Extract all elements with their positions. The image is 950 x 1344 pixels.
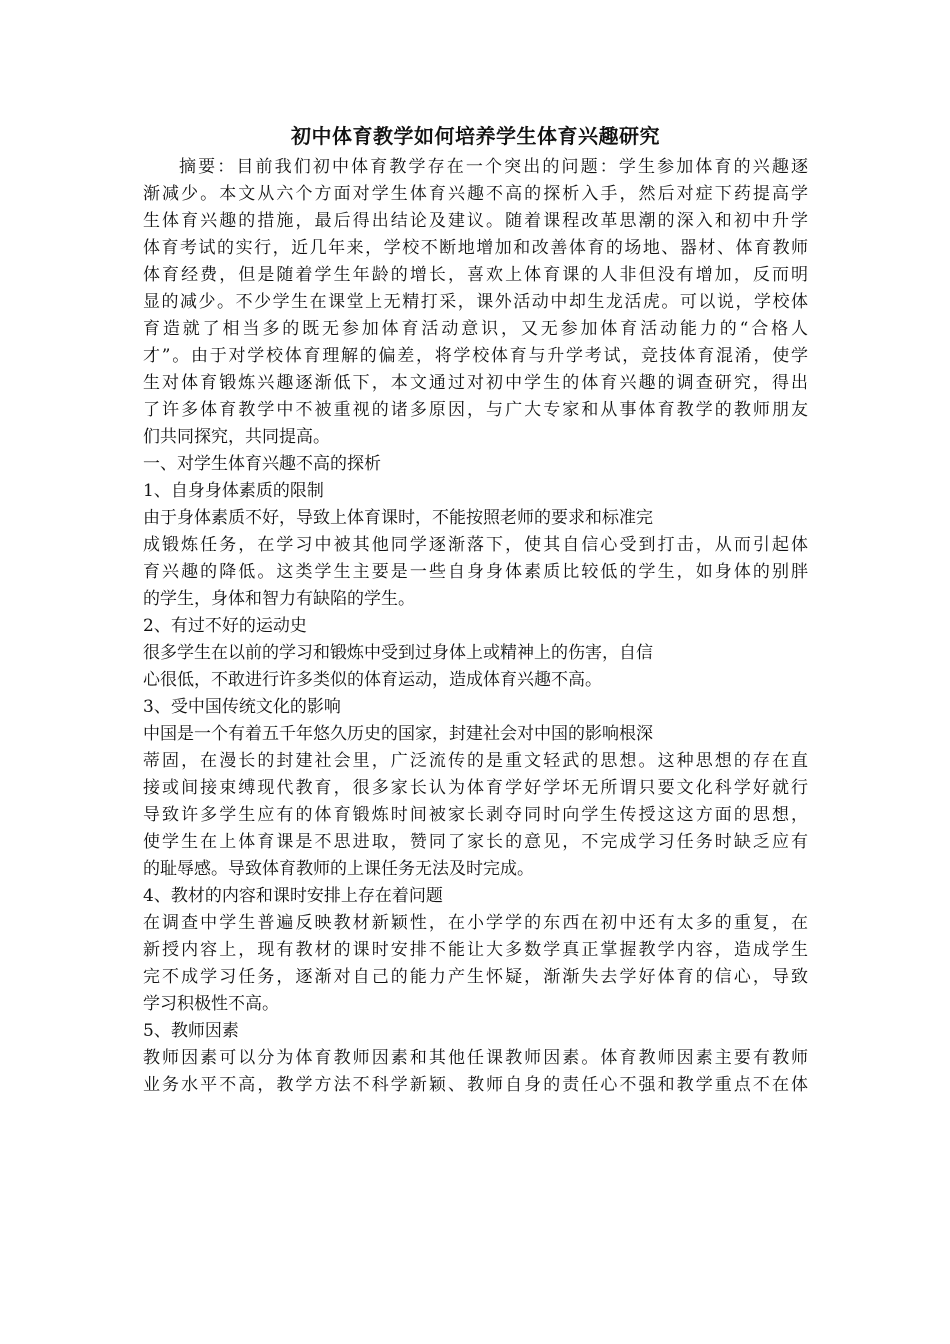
body-line: 导致许多学生应有的体育锻炼时间被家长剥夺同时向学生传授这这方面的思想， [143, 805, 808, 825]
body-line: 显的减少。不少学生在课堂上无精打采，课外活动中却生龙活虎。可以说，学校体 [143, 292, 808, 312]
body-line: 业务水平不高，教学方法不科学新颖、教师自身的责任心不强和教学重点不在体 [143, 1075, 808, 1095]
body-line: 学习积极性不高。 [143, 994, 279, 1014]
body-line: 生对体育锻炼兴趣逐渐低下，本文通过对初中学生的体育兴趣的调查研究，得出 [143, 373, 808, 393]
body-line: 1、自身身体素质的限制 [143, 481, 324, 501]
body-line: 体育经费，但是随着学生年龄的增长，喜欢上体育课的人非但没有增加，反而明 [143, 265, 808, 285]
document-page [143, 118, 808, 1099]
body-line: 渐减少。本文从六个方面对学生体育兴趣不高的探析入手，然后对症下药提高学 [143, 184, 808, 204]
body-line: 中国是一个有着五千年悠久历史的国家，封建社会对中国的影响根深 [143, 724, 653, 744]
body-line: 体育考试的实行，近几年来，学校不断地增加和改善体育的场地、器材、体育教师 [143, 238, 808, 258]
body-line: 们共同探究，共同提高。 [143, 427, 330, 447]
body-line: 才”。由于对学校体育理解的偏差，将学校体育与升学考试，竞技体育混淆，使学 [143, 346, 808, 366]
body-line: 育兴趣的降低。这类学生主要是一些自身身体素质比较低的学生，如身体的别胖 [143, 562, 808, 582]
body-line: 成锻炼任务，在学习中被其他同学逐渐落下，使其自信心受到打击，从而引起体 [143, 535, 808, 555]
body-line: 新授内容上，现有教材的课时安排不能让大多数学真正掌握教学内容，造成学生 [143, 940, 808, 960]
body-line: 蒂固，在漫长的封建社会里，广泛流传的是重文轻武的思想。这种思想的存在直 [143, 751, 808, 771]
body-line: 的学生，身体和智力有缺陷的学生。 [143, 589, 415, 609]
document-title: 初中体育教学如何培养学生体育兴趣研究 [291, 124, 660, 148]
body-line: 了许多体育教学中不被重视的诸多原因，与广大专家和从事体育教学的教师朋友 [143, 400, 808, 420]
body-line: 4、教材的内容和课时安排上存在着问题 [143, 886, 443, 906]
body-line: 完不成学习任务，逐渐对自己的能力产生怀疑，渐渐失去学好体育的信心，导致 [143, 967, 808, 987]
body-line: 生体育兴趣的措施，最后得出结论及建议。随着课程改革思潮的深入和初中升学 [143, 211, 808, 231]
body-line: 2、有过不好的运动史 [143, 616, 307, 636]
document-body [143, 154, 808, 1099]
body-line: 使学生在上体育课是不思进取，赞同了家长的意见，不完成学习任务时缺乏应有 [143, 832, 808, 852]
body-line: 摘要：目前我们初中体育教学存在一个突出的问题：学生参加体育的兴趣逐 [179, 157, 808, 177]
body-line: 一、对学生体育兴趣不高的探析 [143, 454, 381, 474]
body-line: 接或间接束缚现代教育，很多家长认为体育学好学坏无所谓只要文化科学好就行 [143, 778, 808, 798]
body-line: 心很低，不敢进行许多类似的体育运动，造成体育兴趣不高。 [143, 670, 602, 690]
body-line: 很多学生在以前的学习和锻炼中受到过身体上或精神上的伤害，自信 [143, 643, 653, 663]
body-line: 5、教师因素 [143, 1021, 239, 1041]
body-line: 由于身体素质不好，导致上体育课时，不能按照老师的要求和标准完 [143, 508, 653, 528]
body-line: 的耻辱感。导致体育教师的上课任务无法及时完成。 [143, 859, 534, 879]
body-line: 3、受中国传统文化的影响 [143, 697, 341, 717]
body-line: 教师因素可以分为体育教师因素和其他任课教师因素。体育教师因素主要有教师 [143, 1048, 808, 1068]
body-line: 在调查中学生普遍反映教材新颖性，在小学学的东西在初中还有太多的重复，在 [143, 913, 808, 933]
body-line: 育造就了相当多的既无参加体育活动意识，又无参加体育活动能力的“合格人 [143, 319, 808, 339]
